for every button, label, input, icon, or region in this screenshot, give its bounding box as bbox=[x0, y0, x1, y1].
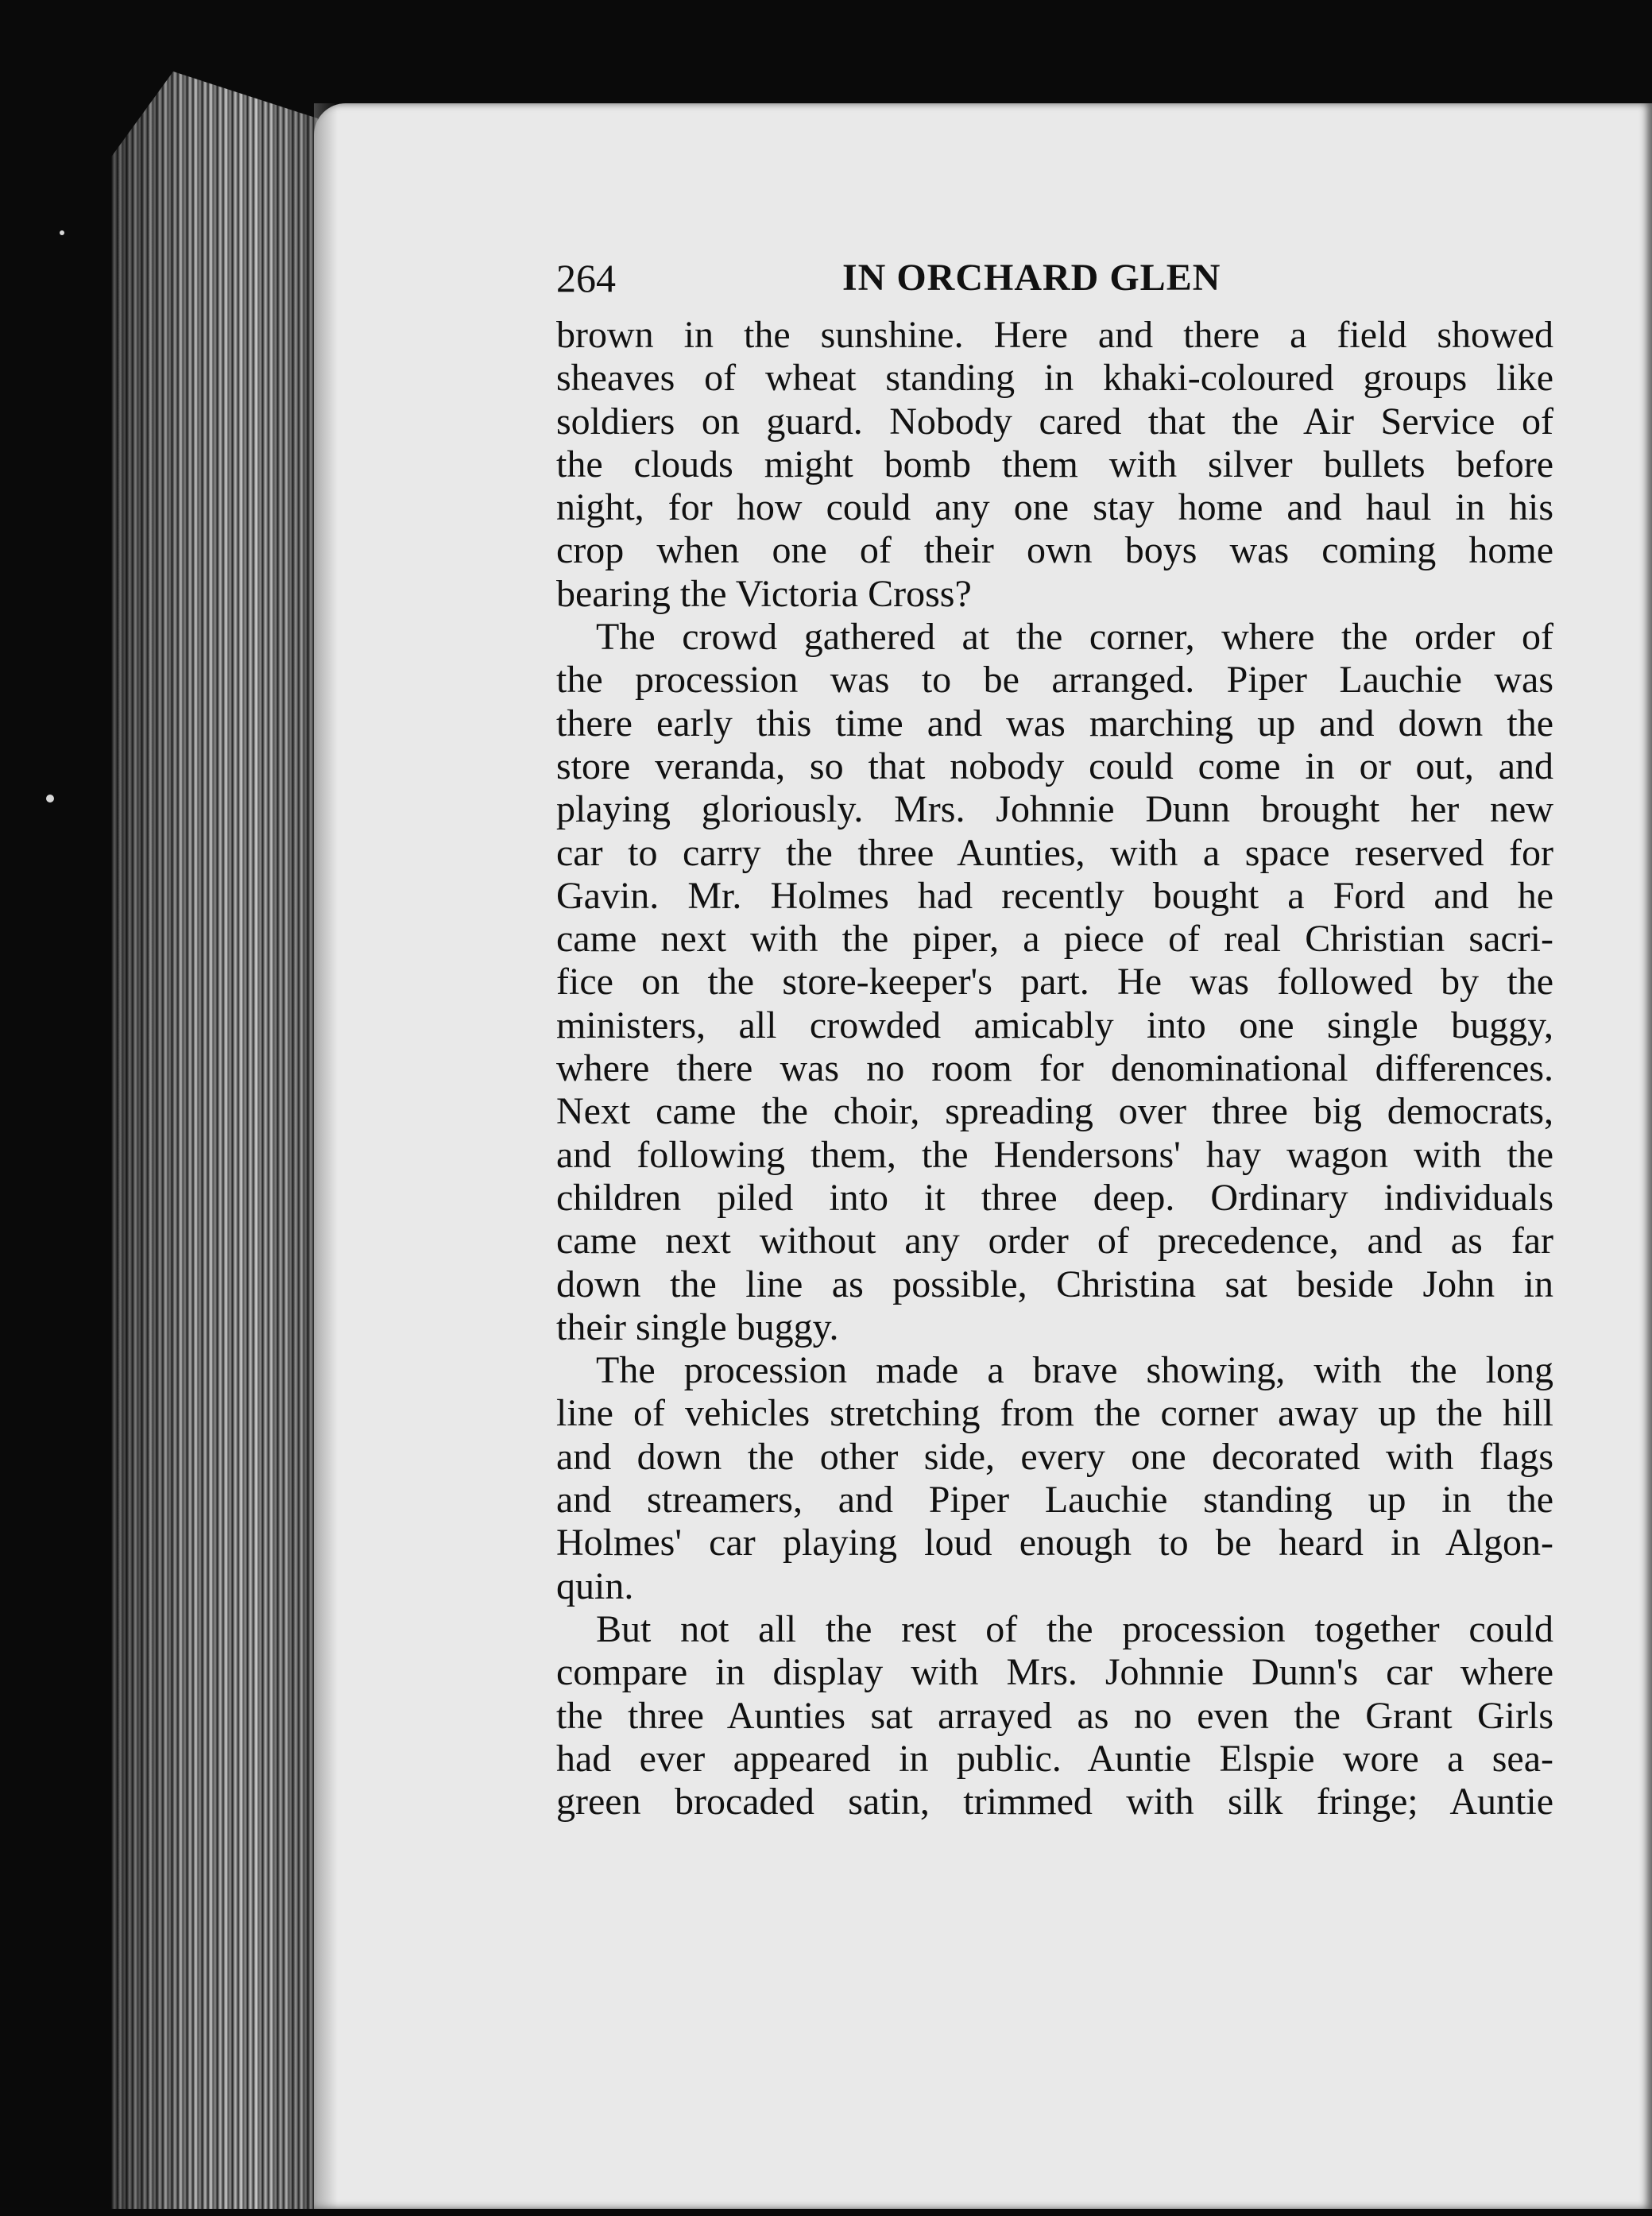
text-line: Next came the choir, spreading over three big democrats, bbox=[556, 1090, 1553, 1133]
text-line: The crowd gathered at the corner, where the order of bbox=[596, 616, 1553, 659]
text-line: fice on the store-keeper's part. He was followed by the bbox=[556, 961, 1553, 1004]
text-line: ministers, all crowded amicably into one single buggy, bbox=[556, 1004, 1553, 1046]
text-line: their single buggy. bbox=[556, 1305, 839, 1348]
text-line: quin. bbox=[556, 1564, 634, 1607]
text-line: where there was no room for denominational differences. bbox=[556, 1047, 1553, 1090]
text-line: and streamers, and Piper Lauchie standing up in the bbox=[556, 1479, 1553, 1522]
running-head bbox=[556, 250, 1534, 306]
text-line: came next without any order of precedence, and as far bbox=[556, 1220, 1553, 1263]
text-line: green brocaded satin, trimmed with silk fringe; Auntie bbox=[556, 1781, 1553, 1823]
dust-speck bbox=[60, 230, 64, 235]
text-line: the clouds might bomb them with silver bullets before bbox=[556, 443, 1553, 485]
text-line: down the line as possible, Christina sat beside John in bbox=[556, 1263, 1553, 1305]
text-line: bearing the Victoria Cross? bbox=[556, 572, 972, 615]
page-number: 264 bbox=[556, 256, 616, 300]
text-line: there early this time and was marching up and down the bbox=[556, 702, 1553, 744]
text-line: compare in display with Mrs. Johnnie Dunn's car where bbox=[556, 1651, 1553, 1694]
text-line: store veranda, so that nobody could come in or out, and bbox=[556, 744, 1553, 787]
text-line: the procession was to be arranged. Piper Lauchie was bbox=[556, 659, 1553, 702]
text-line: car to carry the three Aunties, with a space reserved for bbox=[556, 831, 1553, 874]
text-line: playing gloriously. Mrs. Johnnie Dunn brought her new bbox=[556, 788, 1553, 831]
text-line: soldiers on guard. Nobody cared that the Air Service of bbox=[556, 400, 1553, 443]
text-line: sheaves of wheat standing in khaki-coloured groups like bbox=[556, 357, 1553, 400]
text-line: children piled into it three deep. Ordinary individuals bbox=[556, 1176, 1553, 1219]
text-line: line of vehicles stretching from the corner away up the hill bbox=[556, 1392, 1553, 1435]
text-line: the three Aunties sat arrayed as no even the Grant Girls bbox=[556, 1694, 1553, 1737]
text-line: brown in the sunshine. Here and there a field showed bbox=[556, 314, 1553, 356]
text-line: had ever appeared in public. Auntie Elspie wore a sea- bbox=[556, 1737, 1553, 1780]
running-title: IN ORCHARD GLEN bbox=[842, 257, 1221, 299]
dust-speck bbox=[46, 795, 54, 802]
page-edges-shadow bbox=[111, 72, 318, 2209]
text-line: Gavin. Mr. Holmes had recently bought a Ford and he bbox=[556, 874, 1553, 917]
text-line: crop when one of their own boys was coming home bbox=[556, 529, 1553, 572]
text-line: night, for how could any one stay home and haul in his bbox=[556, 486, 1553, 529]
text-line: But not all the rest of the procession together could bbox=[596, 1607, 1553, 1650]
text-line: Holmes' car playing loud enough to be heard in Algon- bbox=[556, 1522, 1553, 1564]
text-line: and down the other side, every one decorated with flags bbox=[556, 1435, 1553, 1478]
text-line: and following them, the Hendersons' hay wagon with the bbox=[556, 1133, 1553, 1176]
body-text bbox=[556, 314, 1553, 1823]
text-line: The procession made a brave showing, with the long bbox=[596, 1349, 1553, 1392]
text-line: came next with the piper, a piece of real Christian sacri- bbox=[556, 918, 1553, 961]
